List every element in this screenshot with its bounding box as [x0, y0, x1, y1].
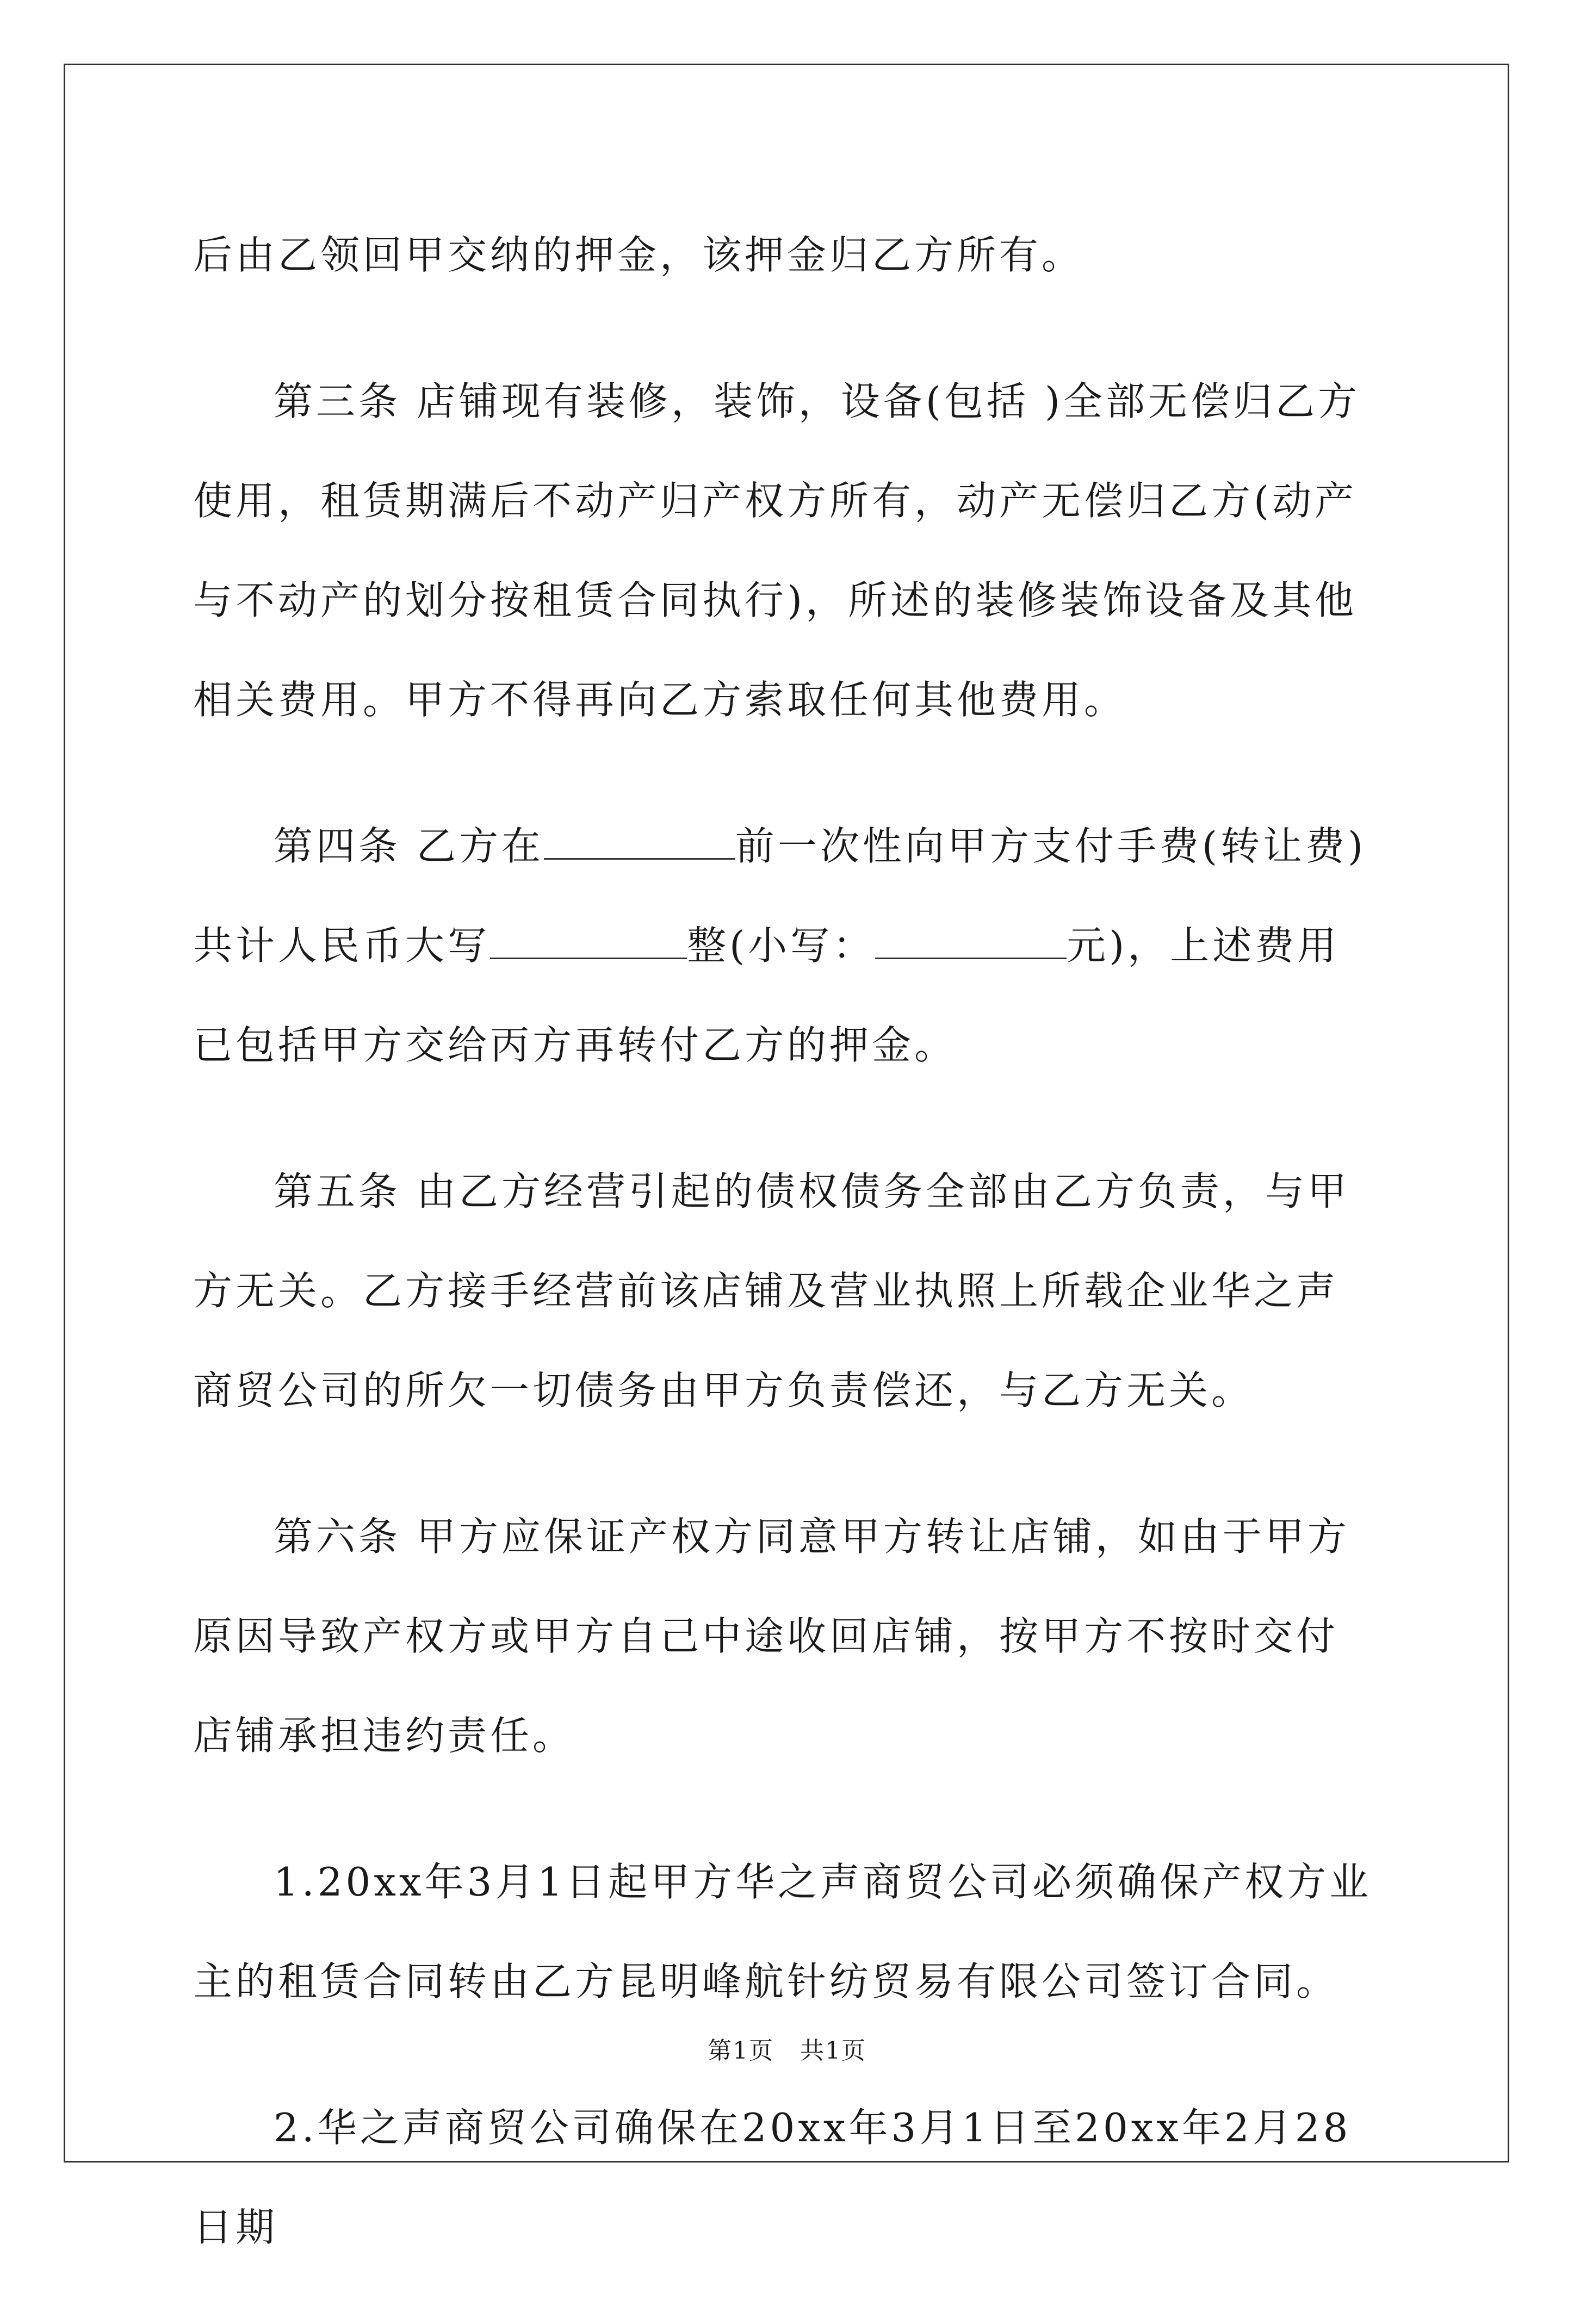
page-number: 第1页	[708, 2037, 774, 2065]
document-body	[193, 206, 1379, 2324]
paragraph-article-5: 第五条 由乙方经营引起的债权债务全部由乙方负责，与甲方无关。乙方接手经营前该店铺及营业执照上所载企业华之声商贸公司的所欠一切债务由甲方负责偿还，与乙方无关。	[193, 1169, 1350, 1413]
blank-amount-uppercase-field[interactable]	[490, 925, 687, 959]
article-4-text-3: 整(小写：	[687, 923, 876, 968]
paragraph-continuation: 后由乙领回甲交纳的押金，该押金归乙方所有。	[193, 232, 1085, 278]
paragraph-item-2: 2.华之声商贸公司确保在20xx年3月1日至20xx年2月28日期	[193, 2105, 1352, 2250]
blank-date-field[interactable]	[544, 825, 735, 860]
paragraph-article-3: 第三条 店铺现有装修，装饰，设备(包括 )全部无偿归乙方使用，租赁期满后不动产归产权方所有，动产无偿归乙方(动产与不动产的划分按租赁合同执行)，所述的装修装饰设备及其他相关费用。甲方不得再向乙方索取任何其他费用。	[193, 378, 1360, 723]
paragraph-article-4	[193, 797, 1379, 1095]
paragraph-item-1: 1.20xx年3月1日起甲方华之声商贸公司必须确保产权方业主的租赁合同转由乙方昆明峰航针纺贸易有限公司签订合同。	[193, 1859, 1372, 2004]
article-4-text-2: 前一次性向甲方支付手费(转让费)共计人民币大写	[193, 823, 1367, 968]
page-footer	[0, 2031, 1574, 2066]
article-4-text-1: 第四条 乙方在	[274, 823, 544, 869]
paragraph-article-6: 第六条 甲方应保证产权方同意甲方转让店铺，如由于甲方原因导致产权方或甲方自己中途收回店铺，按甲方不按时交付店铺承担违约责任。	[193, 1514, 1350, 1758]
page-total: 共1页	[800, 2037, 866, 2065]
blank-amount-numeric-field[interactable]	[875, 925, 1067, 959]
article-4-text-4: 元)，上述费用已包括甲方交给丙方再转付乙方的押金。	[193, 923, 1340, 1068]
